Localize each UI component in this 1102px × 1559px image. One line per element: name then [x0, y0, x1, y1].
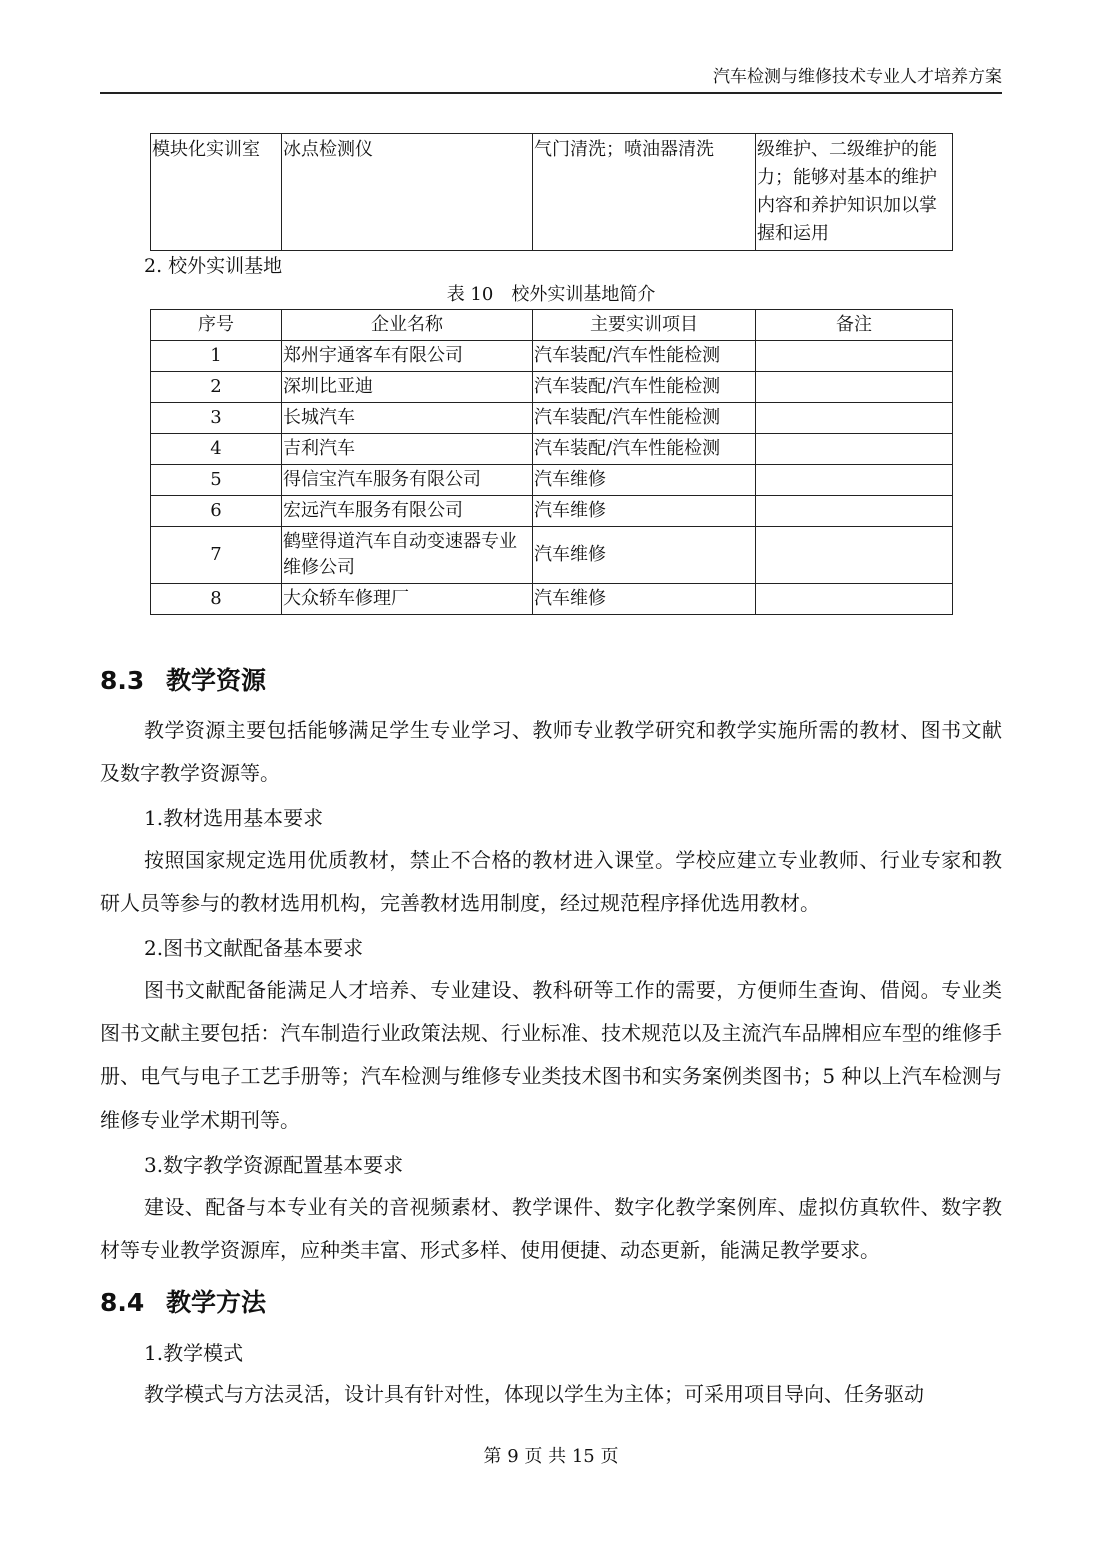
table-cell — [756, 341, 953, 372]
table-row — [151, 372, 953, 403]
table-cell: 汽车装配/汽车性能检测 — [533, 341, 756, 372]
section-heading-offcampus: 2. 校外实训基地 — [144, 255, 283, 277]
table-cell: 鹤壁得道汽车自动变速器专业维修公司 — [282, 527, 533, 584]
table-cell: 8 — [151, 584, 282, 615]
table-header-row — [151, 310, 953, 341]
section-heading-8-4 — [100, 1287, 266, 1319]
paragraph: 建设、配备与本专业有关的音视频素材、教学课件、数字化教学案例库、虚拟仿真软件、数字教材等专业教学资源库，应种类丰富、形式多样、使用便捷、动态更新，能满足教学要求。 — [100, 1195, 1002, 1263]
table-cell: 气门清洗；喷油器清洗 — [533, 134, 756, 251]
subheading: 1.教学模式 — [144, 1341, 244, 1365]
table-cell: 汽车装配/汽车性能检测 — [533, 403, 756, 434]
table-cell: 模块化实训室 — [151, 134, 282, 251]
training-room-table — [150, 133, 953, 251]
table-row — [151, 434, 953, 465]
section-title: 教学方法 — [166, 1288, 267, 1317]
table-cell: 大众轿车修理厂 — [282, 584, 533, 615]
table-cell: 汽车维修 — [533, 465, 756, 496]
offcampus-base-table — [150, 309, 953, 615]
table-cell: 宏远汽车服务有限公司 — [282, 496, 533, 527]
page-header — [100, 66, 1002, 94]
table-row — [151, 496, 953, 527]
table-cell — [756, 372, 953, 403]
section-title: 教学资源 — [166, 666, 267, 695]
table-cell: 汽车装配/汽车性能检测 — [533, 434, 756, 465]
table-cell — [756, 496, 953, 527]
table-cell: 7 — [151, 527, 282, 584]
table-cell: 1 — [151, 341, 282, 372]
table-cell: 汽车维修 — [533, 496, 756, 527]
table-cell: 深圳比亚迪 — [282, 372, 533, 403]
table-row — [151, 134, 953, 251]
table-row — [151, 527, 953, 584]
table-row — [151, 584, 953, 615]
table-cell — [756, 584, 953, 615]
table-cell — [756, 465, 953, 496]
subheading: 1.教材选用基本要求 — [144, 806, 324, 830]
table-cell — [756, 434, 953, 465]
table-cell: 6 — [151, 496, 282, 527]
table-cell: 2 — [151, 372, 282, 403]
section-heading-8-3 — [100, 665, 266, 697]
table-cell: 汽车维修 — [533, 584, 756, 615]
subheading: 3.数字教学资源配置基本要求 — [144, 1153, 404, 1177]
column-header: 企业名称 — [282, 310, 533, 341]
table-cell: 吉利汽车 — [282, 434, 533, 465]
paragraph: 图书文献配备能满足人才培养、专业建设、教科研等工作的需要，方便师生查询、借阅。专业类图书文献主要包括：汽车制造行业政策法规、行业标准、技术规范以及主流汽车品牌相应车型的维修手册、电气与电子工艺手册等；汽车检测与维修专业类技术图书和实务案例类图书；5 种以上汽车检测与维修专业学术期刊等。 — [100, 978, 1002, 1132]
document-title: 汽车检测与维修技术专业人才培养方案 — [713, 67, 1002, 87]
table-row — [151, 341, 953, 372]
section-number: 8.3 — [100, 666, 145, 695]
table-cell: 级维护、二级维护的能力；能够对基本的维护内容和养护知识加以掌握和运用 — [756, 134, 953, 251]
table-cell: 长城汽车 — [282, 403, 533, 434]
table-cell — [756, 527, 953, 584]
subheading: 2.图书文献配备基本要求 — [144, 936, 364, 960]
column-header: 序号 — [151, 310, 282, 341]
table-cell: 5 — [151, 465, 282, 496]
table-cell — [756, 403, 953, 434]
table-row — [151, 403, 953, 434]
table-cell: 得信宝汽车服务有限公司 — [282, 465, 533, 496]
table-row — [151, 465, 953, 496]
column-header: 主要实训项目 — [533, 310, 756, 341]
table-cell: 冰点检测仪 — [282, 134, 533, 251]
column-header: 备注 — [756, 310, 953, 341]
table-cell: 4 — [151, 434, 282, 465]
section-number: 8.4 — [100, 1288, 145, 1317]
paragraph: 教学资源主要包括能够满足学生专业学习、教师专业教学研究和教学实施所需的教材、图书文献及数字教学资源等。 — [100, 718, 1002, 786]
table-caption: 表 10 校外实训基地简介 — [446, 284, 656, 305]
page-number: 第 9 页 共 15 页 — [483, 1446, 619, 1467]
paragraph: 教学模式与方法灵活，设计具有针对性，体现以学生为主体；可采用项目导向、任务驱动 — [144, 1382, 924, 1406]
table-cell: 3 — [151, 403, 282, 434]
paragraph: 按照国家规定选用优质教材，禁止不合格的教材进入课堂。学校应建立专业教师、行业专家和教研人员等参与的教材选用机构，完善教材选用制度，经过规范程序择优选用教材。 — [100, 848, 1002, 916]
table-cell: 汽车装配/汽车性能检测 — [533, 372, 756, 403]
table-cell: 郑州宇通客车有限公司 — [282, 341, 533, 372]
table-cell: 汽车维修 — [533, 527, 756, 584]
